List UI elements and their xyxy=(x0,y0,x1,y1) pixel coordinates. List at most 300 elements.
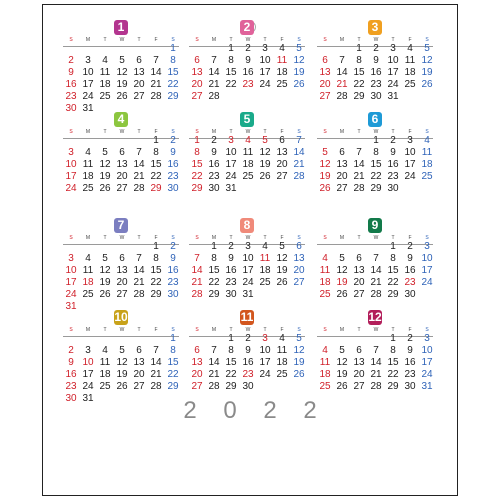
day-cell: 13 xyxy=(191,357,203,368)
day-cell: 20 xyxy=(336,171,348,182)
day-cell: 9 xyxy=(407,345,413,356)
day-cell: 1 xyxy=(170,43,176,54)
day-cell: 1 xyxy=(153,241,159,252)
month-badge: 1 xyxy=(114,20,128,35)
weekday-label: T xyxy=(357,235,361,241)
weekday-header xyxy=(63,327,179,337)
day-cell: 12 xyxy=(421,55,433,66)
day-cell: 22 xyxy=(150,277,162,288)
weekday-label: T xyxy=(137,235,141,241)
day-cell: 17 xyxy=(82,79,94,90)
day-cell: 26 xyxy=(319,183,331,194)
day-cell: 21 xyxy=(208,369,220,380)
day-cell: 15 xyxy=(387,265,399,276)
day-cell: 19 xyxy=(293,357,305,368)
day-cell: 15 xyxy=(150,265,162,276)
day-cell: 28 xyxy=(293,171,305,182)
day-cell: 20 xyxy=(276,159,288,170)
day-cell: 18 xyxy=(319,369,331,380)
day-cell: 20 xyxy=(319,79,331,90)
day-cell: 5 xyxy=(119,55,125,66)
day-cell: 8 xyxy=(390,345,396,356)
month-badge: 9 xyxy=(368,218,382,233)
weekday-label: W xyxy=(119,37,125,43)
day-cell: 24 xyxy=(387,79,399,90)
day-cell: 18 xyxy=(99,369,111,380)
day-cell: 9 xyxy=(170,147,176,158)
month-badge: 2 xyxy=(240,20,254,35)
day-cell: 31 xyxy=(387,91,399,102)
day-cell: 18 xyxy=(259,265,271,276)
day-cell: 16 xyxy=(387,159,399,170)
day-cell: 11 xyxy=(319,357,331,368)
day-cell: 17 xyxy=(387,67,399,78)
day-cell: 6 xyxy=(136,55,142,66)
day-cell: 18 xyxy=(319,277,331,288)
day-cell: 25 xyxy=(276,79,288,90)
day-cell: 18 xyxy=(276,67,288,78)
day-cell: 30 xyxy=(65,103,77,114)
day-cell: 13 xyxy=(116,159,128,170)
day-cell: 23 xyxy=(242,79,254,90)
day-cell: 9 xyxy=(390,147,396,158)
day-cell: 29 xyxy=(150,289,162,300)
day-cell: 15 xyxy=(387,357,399,368)
weekday-label: T xyxy=(263,37,267,43)
day-cell: 10 xyxy=(259,345,271,356)
day-cell: 26 xyxy=(293,79,305,90)
day-cell: 15 xyxy=(150,159,162,170)
day-cell: 9 xyxy=(373,55,379,66)
day-cell: 27 xyxy=(133,381,145,392)
day-cell: 19 xyxy=(319,171,331,182)
day-cell: 23 xyxy=(225,277,237,288)
day-cell: 5 xyxy=(296,43,302,54)
day-cell: 21 xyxy=(336,79,348,90)
day-cell: 21 xyxy=(133,277,145,288)
day-cell: 7 xyxy=(356,147,362,158)
day-cell: 28 xyxy=(133,289,145,300)
day-cell: 13 xyxy=(116,265,128,276)
weekday-label: T xyxy=(137,327,141,333)
day-cell: 5 xyxy=(339,345,345,356)
month-badge: 8 xyxy=(240,218,254,233)
day-cell: 12 xyxy=(319,159,331,170)
day-cell: 14 xyxy=(133,159,145,170)
weekday-label: T xyxy=(263,129,267,135)
weekday-label: S xyxy=(323,235,327,241)
day-cell: 4 xyxy=(102,345,108,356)
day-cell: 27 xyxy=(116,183,128,194)
day-cell: 14 xyxy=(208,357,220,368)
weekday-label: S xyxy=(297,235,301,241)
day-cell: 18 xyxy=(404,67,416,78)
day-cell: 13 xyxy=(133,357,145,368)
day-cell: 7 xyxy=(211,55,217,66)
day-cell: 4 xyxy=(85,253,91,264)
day-cell: 14 xyxy=(353,159,365,170)
day-cell: 20 xyxy=(353,369,365,380)
day-cell: 25 xyxy=(276,369,288,380)
day-cell: 22 xyxy=(208,277,220,288)
day-cell: 2 xyxy=(407,241,413,252)
day-cell: 20 xyxy=(133,369,145,380)
day-cell: 20 xyxy=(133,79,145,90)
weekday-label: T xyxy=(357,37,361,43)
day-cell: 24 xyxy=(404,171,416,182)
day-cell: 25 xyxy=(319,381,331,392)
day-cell: 10 xyxy=(387,55,399,66)
day-cell: 11 xyxy=(242,147,254,158)
day-cell: 24 xyxy=(259,369,271,380)
day-cell: 15 xyxy=(167,67,179,78)
weekday-label: W xyxy=(245,37,251,43)
day-cell: 12 xyxy=(336,265,348,276)
day-cell: 4 xyxy=(407,43,413,54)
day-cell: 19 xyxy=(276,265,288,276)
day-cell: 27 xyxy=(353,289,365,300)
weekday-label: F xyxy=(154,327,158,333)
day-cell: 17 xyxy=(404,159,416,170)
day-cell: 17 xyxy=(421,265,433,276)
day-cell: 22 xyxy=(167,79,179,90)
month-badge: 5 xyxy=(240,112,254,127)
weekday-label: F xyxy=(154,37,158,43)
day-cell: 6 xyxy=(339,147,345,158)
day-cell: 12 xyxy=(276,253,288,264)
day-cell: 10 xyxy=(82,67,94,78)
weekday-label: S xyxy=(323,37,327,43)
day-cell: 19 xyxy=(421,67,433,78)
day-cell: 22 xyxy=(150,171,162,182)
day-cell: 2 xyxy=(390,135,396,146)
year-digit: 2 xyxy=(263,397,277,424)
day-cell: 6 xyxy=(119,253,125,264)
day-cell: 8 xyxy=(356,55,362,66)
weekday-label: S xyxy=(323,129,327,135)
day-cell: 18 xyxy=(82,171,94,182)
day-cell: 7 xyxy=(136,147,142,158)
day-cell: 17 xyxy=(225,159,237,170)
day-cell: 5 xyxy=(102,253,108,264)
day-cell: 23 xyxy=(65,91,77,102)
day-cell: 1 xyxy=(356,43,362,54)
day-cell: 16 xyxy=(404,357,416,368)
weekday-label: M xyxy=(211,235,217,241)
weekday-label: S xyxy=(171,129,175,135)
day-cell: 28 xyxy=(336,91,348,102)
day-cell: 4 xyxy=(279,333,285,344)
weekday-label: S xyxy=(69,129,73,135)
day-cell: 26 xyxy=(336,381,348,392)
day-cell: 26 xyxy=(99,183,111,194)
day-cell: 16 xyxy=(167,159,179,170)
day-cell: 19 xyxy=(259,159,271,170)
day-cell: 14 xyxy=(336,67,348,78)
day-cell: 10 xyxy=(404,147,416,158)
day-cell: 23 xyxy=(167,277,179,288)
day-cell: 8 xyxy=(373,147,379,158)
day-cell: 27 xyxy=(319,91,331,102)
year-label xyxy=(180,397,320,425)
day-cell: 31 xyxy=(225,183,237,194)
day-cell: 11 xyxy=(259,253,271,264)
day-cell: 22 xyxy=(353,79,365,90)
day-cell: 2 xyxy=(170,135,176,146)
weekday-label: F xyxy=(280,327,284,333)
day-cell: 28 xyxy=(133,183,145,194)
day-cell: 5 xyxy=(279,241,285,252)
day-cell: 30 xyxy=(167,183,179,194)
day-cell: 4 xyxy=(279,43,285,54)
day-cell: 6 xyxy=(279,135,285,146)
day-cell: 14 xyxy=(191,265,203,276)
weekday-label: M xyxy=(85,37,91,43)
day-cell: 4 xyxy=(262,241,268,252)
day-cell: 6 xyxy=(119,147,125,158)
day-cell: 19 xyxy=(99,171,111,182)
day-cell: 30 xyxy=(208,183,220,194)
day-cell: 9 xyxy=(407,253,413,264)
weekday-label: M xyxy=(211,37,217,43)
day-cell: 9 xyxy=(245,345,251,356)
day-cell: 24 xyxy=(65,289,77,300)
day-cell: 3 xyxy=(68,147,74,158)
day-cell: 7 xyxy=(373,253,379,264)
day-cell: 7 xyxy=(211,345,217,356)
day-cell: 10 xyxy=(259,55,271,66)
weekday-label: T xyxy=(357,129,361,135)
day-cell: 24 xyxy=(259,79,271,90)
day-cell: 6 xyxy=(356,253,362,264)
day-cell: 15 xyxy=(191,159,203,170)
weekday-label: S xyxy=(171,235,175,241)
day-cell: 17 xyxy=(259,357,271,368)
day-cell: 16 xyxy=(404,265,416,276)
weekday-label: S xyxy=(425,235,429,241)
day-cell: 27 xyxy=(191,91,203,102)
day-cell: 19 xyxy=(116,369,128,380)
day-cell: 10 xyxy=(82,357,94,368)
day-cell: 23 xyxy=(65,381,77,392)
day-cell: 24 xyxy=(421,369,433,380)
month-badge: 4 xyxy=(114,112,128,127)
day-cell: 9 xyxy=(228,253,234,264)
day-cell: 11 xyxy=(99,67,111,78)
day-cell: 12 xyxy=(336,357,348,368)
month-badge: 11 xyxy=(240,310,254,324)
day-cell: 22 xyxy=(387,277,399,288)
day-cell: 25 xyxy=(404,79,416,90)
day-cell: 6 xyxy=(194,345,200,356)
day-cell: 22 xyxy=(225,369,237,380)
month-badge: 7 xyxy=(114,218,128,233)
day-cell: 26 xyxy=(276,277,288,288)
day-cell: 23 xyxy=(404,369,416,380)
weekday-label: S xyxy=(425,327,429,333)
day-cell: 14 xyxy=(133,265,145,276)
day-cell: 23 xyxy=(404,277,416,288)
day-cell: 11 xyxy=(276,55,288,66)
day-cell: 1 xyxy=(373,135,379,146)
day-cell: 27 xyxy=(116,289,128,300)
day-cell: 28 xyxy=(370,289,382,300)
day-cell: 5 xyxy=(322,147,328,158)
day-cell: 29 xyxy=(208,289,220,300)
day-cell: 9 xyxy=(170,253,176,264)
day-cell: 29 xyxy=(353,91,365,102)
day-cell: 4 xyxy=(322,345,328,356)
day-cell: 10 xyxy=(65,265,77,276)
day-cell: 25 xyxy=(319,289,331,300)
day-cell: 1 xyxy=(390,333,396,344)
day-cell: 12 xyxy=(116,357,128,368)
day-cell: 21 xyxy=(133,171,145,182)
weekday-label: F xyxy=(280,129,284,135)
day-cell: 15 xyxy=(353,67,365,78)
weekday-label: M xyxy=(339,37,345,43)
day-cell: 17 xyxy=(65,171,77,182)
day-cell: 2 xyxy=(407,333,413,344)
weekday-label: S xyxy=(69,327,73,333)
day-cell: 12 xyxy=(293,345,305,356)
day-cell: 10 xyxy=(421,345,433,356)
day-cell: 1 xyxy=(153,135,159,146)
weekday-label: W xyxy=(373,37,379,43)
weekday-label: S xyxy=(297,327,301,333)
month-badge: 12 xyxy=(368,310,382,324)
day-cell: 26 xyxy=(336,289,348,300)
month-badge: 10 xyxy=(114,310,128,324)
day-cell: 25 xyxy=(82,183,94,194)
day-cell: 23 xyxy=(167,171,179,182)
day-cell: 1 xyxy=(170,333,176,344)
day-cell: 29 xyxy=(225,381,237,392)
day-cell: 28 xyxy=(208,91,220,102)
day-cell: 16 xyxy=(65,369,77,380)
day-cell: 22 xyxy=(225,79,237,90)
day-cell: 17 xyxy=(259,67,271,78)
day-cell: 3 xyxy=(85,345,91,356)
weekday-label: W xyxy=(245,327,251,333)
day-cell: 30 xyxy=(370,91,382,102)
day-cell: 23 xyxy=(387,171,399,182)
weekday-label: T xyxy=(391,37,395,43)
day-cell: 17 xyxy=(421,357,433,368)
day-cell: 11 xyxy=(404,55,416,66)
day-cell: 16 xyxy=(65,79,77,90)
day-cell: 21 xyxy=(150,369,162,380)
day-cell: 22 xyxy=(370,171,382,182)
day-cell: 29 xyxy=(150,183,162,194)
day-cell: 22 xyxy=(387,369,399,380)
day-cell: 26 xyxy=(116,91,128,102)
weekday-label: W xyxy=(373,235,379,241)
day-cell: 27 xyxy=(191,381,203,392)
day-cell: 27 xyxy=(336,183,348,194)
day-cell: 14 xyxy=(370,265,382,276)
day-cell: 26 xyxy=(116,381,128,392)
day-cell: 12 xyxy=(99,159,111,170)
weekday-label: W xyxy=(119,129,125,135)
day-cell: 13 xyxy=(319,67,331,78)
day-cell: 28 xyxy=(208,381,220,392)
day-cell: 13 xyxy=(336,159,348,170)
day-cell: 24 xyxy=(65,183,77,194)
day-cell: 7 xyxy=(373,345,379,356)
day-cell: 18 xyxy=(99,79,111,90)
day-cell: 5 xyxy=(102,147,108,158)
day-cell: 7 xyxy=(153,55,159,66)
weekday-label: W xyxy=(373,327,379,333)
day-cell: 8 xyxy=(390,253,396,264)
day-cell: 8 xyxy=(211,253,217,264)
day-cell: 10 xyxy=(242,253,254,264)
day-cell: 3 xyxy=(68,253,74,264)
day-cell: 11 xyxy=(82,265,94,276)
year-digit: 2 xyxy=(303,397,317,424)
weekday-label: T xyxy=(229,129,233,135)
day-cell: 27 xyxy=(133,91,145,102)
weekday-label: M xyxy=(339,235,345,241)
day-cell: 8 xyxy=(153,147,159,158)
day-cell: 29 xyxy=(191,183,203,194)
day-cell: 24 xyxy=(82,381,94,392)
day-cell: 31 xyxy=(82,393,94,404)
day-cell: 16 xyxy=(225,265,237,276)
day-cell: 15 xyxy=(208,265,220,276)
weekday-label: T xyxy=(137,129,141,135)
day-cell: 8 xyxy=(170,55,176,66)
weekday-label: S xyxy=(425,37,429,43)
day-cell: 5 xyxy=(262,135,268,146)
day-cell: 20 xyxy=(353,277,365,288)
weekday-label: T xyxy=(263,235,267,241)
day-cell: 18 xyxy=(276,357,288,368)
day-cell: 1 xyxy=(211,241,217,252)
day-cell: 3 xyxy=(245,241,251,252)
day-cell: 21 xyxy=(208,79,220,90)
day-cell: 19 xyxy=(293,67,305,78)
month-badge: 3 xyxy=(368,20,382,35)
day-cell: 30 xyxy=(167,289,179,300)
day-cell: 6 xyxy=(194,55,200,66)
day-cell: 18 xyxy=(82,277,94,288)
day-cell: 2 xyxy=(373,43,379,54)
day-cell: 17 xyxy=(82,369,94,380)
weekday-label: T xyxy=(103,235,107,241)
day-cell: 2 xyxy=(68,55,74,66)
day-cell: 30 xyxy=(404,381,416,392)
weekday-label: W xyxy=(119,235,125,241)
day-cell: 22 xyxy=(191,171,203,182)
weekday-label: F xyxy=(408,129,412,135)
day-cell: 15 xyxy=(167,357,179,368)
weekday-label: M xyxy=(339,327,345,333)
day-cell: 28 xyxy=(150,381,162,392)
weekday-label: S xyxy=(425,129,429,135)
day-cell: 7 xyxy=(194,253,200,264)
day-cell: 12 xyxy=(293,55,305,66)
day-cell: 20 xyxy=(191,79,203,90)
day-cell: 3 xyxy=(390,43,396,54)
weekday-label: F xyxy=(408,235,412,241)
day-cell: 2 xyxy=(170,241,176,252)
day-cell: 25 xyxy=(242,171,254,182)
day-cell: 3 xyxy=(85,55,91,66)
day-cell: 8 xyxy=(170,345,176,356)
weekday-label: S xyxy=(69,235,73,241)
